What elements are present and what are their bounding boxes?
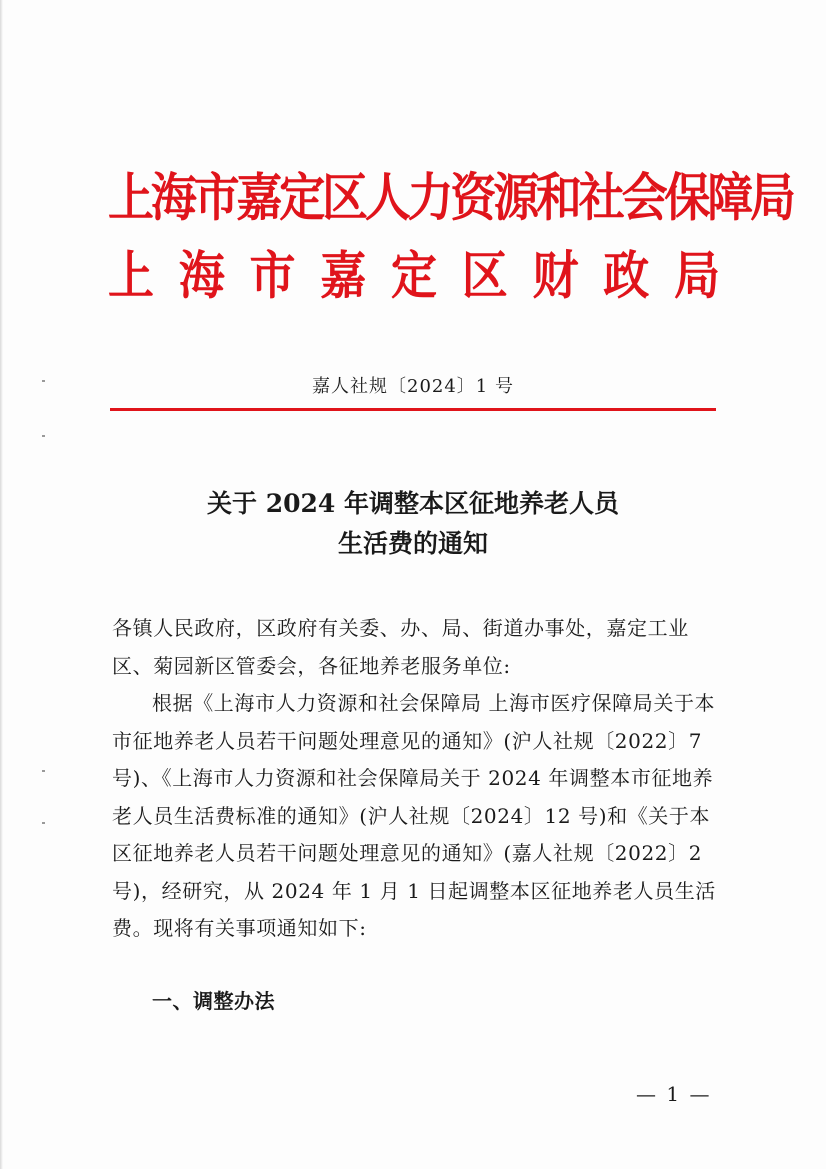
issuer-line-2-char: 局 bbox=[674, 245, 720, 306]
issuer-line-2-char: 政 bbox=[603, 245, 650, 306]
document-number: 嘉人社规〔2024〕1 号 bbox=[312, 376, 514, 397]
issuer-line-2-char: 市 bbox=[249, 245, 296, 306]
issuer-name-line-1: 上海市嘉定区人力资源和社会保障局 bbox=[108, 167, 793, 228]
page-number: — 1 — bbox=[636, 1082, 712, 1106]
red-separator-line bbox=[110, 408, 716, 411]
addressee-paragraph: 各镇人民政府，区政府有关委、办、局、街道办事处，嘉定工业区、菊园新区管委会，各征地养老服务单位: bbox=[112, 616, 689, 678]
issuer-line-2-char: 财 bbox=[532, 245, 579, 306]
scan-speck bbox=[42, 380, 45, 382]
main-paragraph: 根据《上海市人力资源和社会保障局 上海市医疗保障局关于本市征地养老人员若干问题处理意见的通知》(沪人社规〔2022〕7 号)、《上海市人力资源和社会保障局关于 2024 年调整本市征地养老人员生活费标准的通知》(沪人社规〔2024〕12 号)和《关于本区征地养老人员若干问题处理意见的通知》(嘉人社规〔2022〕2 号)，经研究，从 2024 年 1 月 1 日起调整本区征地养老人员生活费。现将有关事项通知如下: bbox=[112, 691, 716, 940]
scan-speck bbox=[42, 770, 45, 772]
document-title bbox=[0, 484, 826, 564]
issuer-line-2-char: 区 bbox=[461, 245, 508, 306]
scan-left-edge bbox=[0, 0, 3, 1169]
document-title-line-1: 关于 2024 年调整本区征地养老人员 bbox=[207, 489, 619, 518]
document-title-line-2: 生活费的通知 bbox=[337, 529, 488, 558]
section-heading: 一、调整办法 bbox=[152, 989, 275, 1013]
issuer-line-2-char: 上 bbox=[108, 245, 154, 306]
issuer-line-2-char: 嘉 bbox=[320, 245, 367, 306]
scan-speck bbox=[42, 435, 45, 437]
scan-speck bbox=[42, 822, 45, 824]
issuer-line-2-char: 海 bbox=[178, 245, 225, 306]
issuer-line-2-char: 定 bbox=[391, 245, 437, 306]
issuer-name-line-2 bbox=[108, 245, 720, 306]
